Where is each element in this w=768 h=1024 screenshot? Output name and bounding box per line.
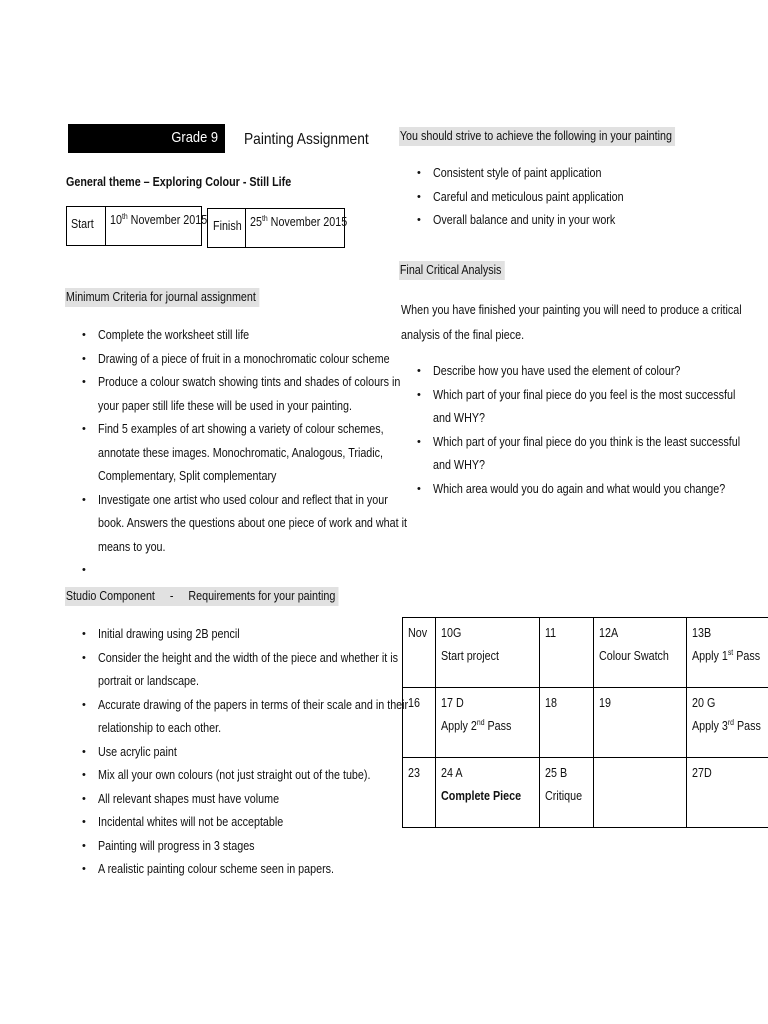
journal-criteria-item: • Complete the worksheet still life — [82, 324, 457, 348]
schedule-cell: 13B Apply 1st Pass — [686, 618, 768, 688]
finish-date: 25th November 2015 — [250, 214, 348, 229]
strive-item: • Consistent style of paint application — [417, 162, 655, 186]
studio-requirement-item: • Initial drawing using 2B pencil — [82, 623, 459, 647]
critical-paragraph: When you have finished your painting you will need to produce a critical analysis of the final piece. — [401, 303, 742, 342]
page-title: Painting Assignment — [244, 131, 369, 148]
schedule-cell: 18 — [540, 688, 594, 758]
general-theme: General theme – Exploring Colour - Still Life — [66, 175, 292, 189]
critical-question-item: • Which part of your final piece do you think is the least successful and WHY? — [417, 431, 768, 478]
critical-question-item: • Describe how you have used the element of colour? — [417, 360, 768, 384]
studio-requirement-item: • Painting will progress in 3 stages — [82, 835, 459, 859]
journal-criteria-item — [82, 559, 457, 583]
critical-question-item: • Which part of your final piece do you feel is the most successful and WHY? — [417, 384, 768, 431]
schedule-cell: 16 — [403, 688, 436, 758]
studio-heading: Studio Component - Requirements for your painting — [65, 587, 383, 606]
studio-requirement-item: • Mix all your own colours (not just straight out of the tube). — [82, 764, 459, 788]
schedule-cell: 10G Start project — [436, 618, 540, 688]
studio-requirement-item: • All relevant shapes must have volume — [82, 788, 459, 812]
schedule-table — [402, 617, 768, 828]
start-date: 10th November 2015 — [110, 212, 208, 227]
schedule-cell — [594, 758, 686, 828]
strive-item: • Overall balance and unity in your work — [417, 209, 655, 233]
journal-criteria-item: • Produce a colour swatch showing tints and shades of colours in your paper still life these will be used in your painting. — [82, 371, 457, 418]
start-date-box — [66, 206, 208, 246]
critical-question-item: • Which area would you do again and what would you change? — [417, 478, 768, 502]
table-row — [403, 618, 768, 688]
studio-requirement-item: • Use acrylic paint — [82, 741, 459, 765]
strive-heading: You should strive to achieve the following in your painting — [399, 127, 720, 146]
journal-criteria-item: • Drawing of a piece of fruit in a monochromatic colour scheme — [82, 348, 457, 372]
critical-questions-list — [417, 360, 768, 501]
start-label: Start — [71, 217, 94, 231]
schedule-cell: 23 — [403, 758, 436, 828]
schedule-cell: 20 G Apply 3rd Pass — [686, 688, 768, 758]
studio-requirement-item: • Consider the height and the width of the piece and whether it is portrait or landscape. — [82, 647, 459, 694]
strive-item: • Careful and meticulous paint application — [417, 186, 655, 210]
schedule-cell: 24 A Complete Piece — [436, 758, 540, 828]
journal-heading: Minimum Criteria for journal assignment — [65, 288, 291, 307]
strive-list — [417, 162, 655, 233]
finish-date-box — [207, 208, 348, 248]
studio-requirement-item: • Incidental whites will not be acceptable — [82, 811, 459, 835]
table-row — [403, 758, 768, 828]
schedule-cell: 25 B Critique — [540, 758, 594, 828]
schedule-cell: 27D — [686, 758, 768, 828]
grade-label: Grade 9 — [171, 129, 218, 146]
title-bar — [68, 124, 225, 153]
schedule-cell: 11 — [540, 618, 594, 688]
table-row — [403, 688, 768, 758]
studio-requirement-item: • Accurate drawing of the papers in terms of their scale and in their relationship to each other. — [82, 694, 459, 741]
journal-criteria-list — [82, 324, 457, 583]
journal-criteria-item: • Investigate one artist who used colour and reflect that in your book. Answers the questions about one piece of work and what it means to you. — [82, 489, 457, 560]
schedule-cell: Nov — [403, 618, 436, 688]
studio-requirement-item: • A realistic painting colour scheme seen in papers. — [82, 858, 459, 882]
schedule-cell: 12A Colour Swatch — [594, 618, 686, 688]
critical-heading: Final Critical Analysis — [399, 261, 522, 280]
schedule-cell: 19 — [594, 688, 686, 758]
journal-criteria-item: • Find 5 examples of art showing a variety of colour schemes, annotate these images. Monochromatic, Analogous, Triadic, Complementary, Split complementary — [82, 418, 457, 489]
schedule-cell: 17 D Apply 2nd Pass — [436, 688, 540, 758]
finish-label: Finish — [213, 219, 242, 233]
